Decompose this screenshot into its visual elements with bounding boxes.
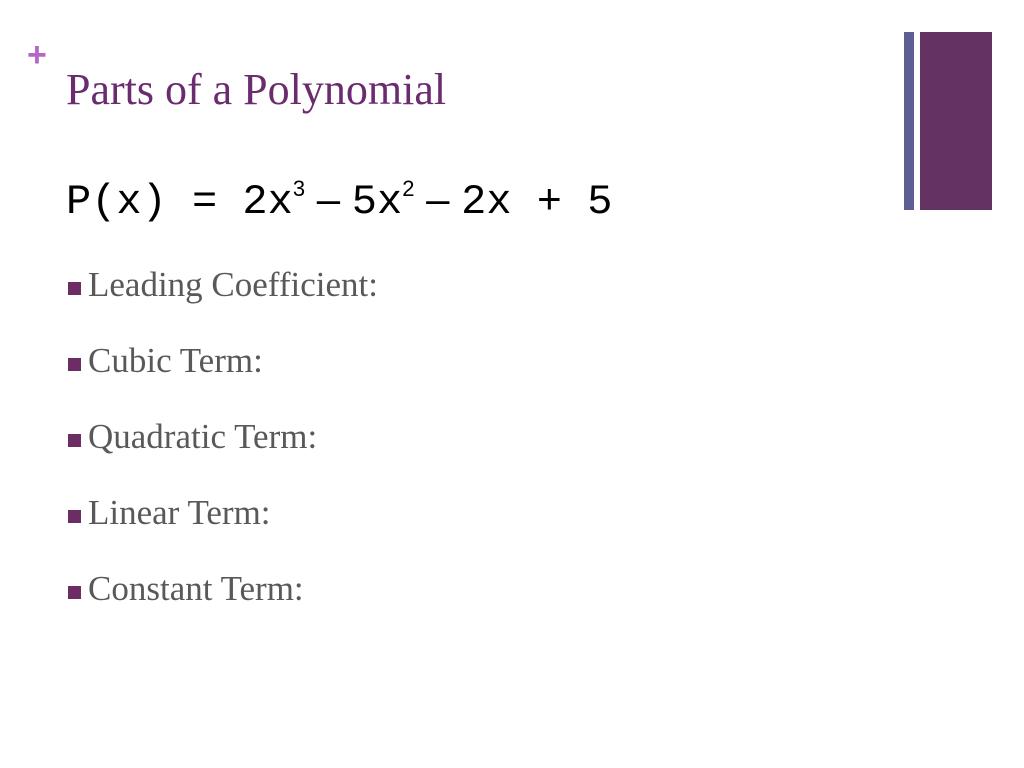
bullet-leading-coefficient [68,262,378,338]
bullet-cubic-term [68,338,378,414]
square-bullet-icon [68,510,81,523]
square-bullet-icon [68,282,81,295]
square-bullet-icon [68,586,81,599]
bullet-label: Leading Coefficient: [88,265,378,304]
slide-title: Parts of a Polynomial [66,65,447,114]
formula-minus-2: – [414,175,462,222]
square-bullet-icon [68,358,81,371]
formula-lhs: P(x) = 2x [66,178,293,226]
formula-tail: 2x + 5 [461,178,613,226]
bullet-linear-term [68,490,378,566]
decorative-thin-bar [904,32,914,210]
bullet-quadratic-term [68,414,378,490]
bullet-label: Cubic Term: [88,341,263,380]
bullet-label: Quadratic Term: [88,417,318,456]
formula-term-5x: 5x [351,178,403,226]
plus-icon: + [27,36,47,74]
formula-minus-1: – [305,175,352,222]
bullet-constant-term [68,566,378,642]
square-bullet-icon [68,434,81,447]
bullet-label: Linear Term: [88,493,271,532]
formula-exponent-2: 2 [402,176,415,201]
decorative-thick-bar [920,32,992,210]
bullet-label: Constant Term: [88,569,304,608]
bullet-list [68,262,378,642]
polynomial-formula [66,174,612,227]
formula-exponent-3: 3 [292,176,306,201]
